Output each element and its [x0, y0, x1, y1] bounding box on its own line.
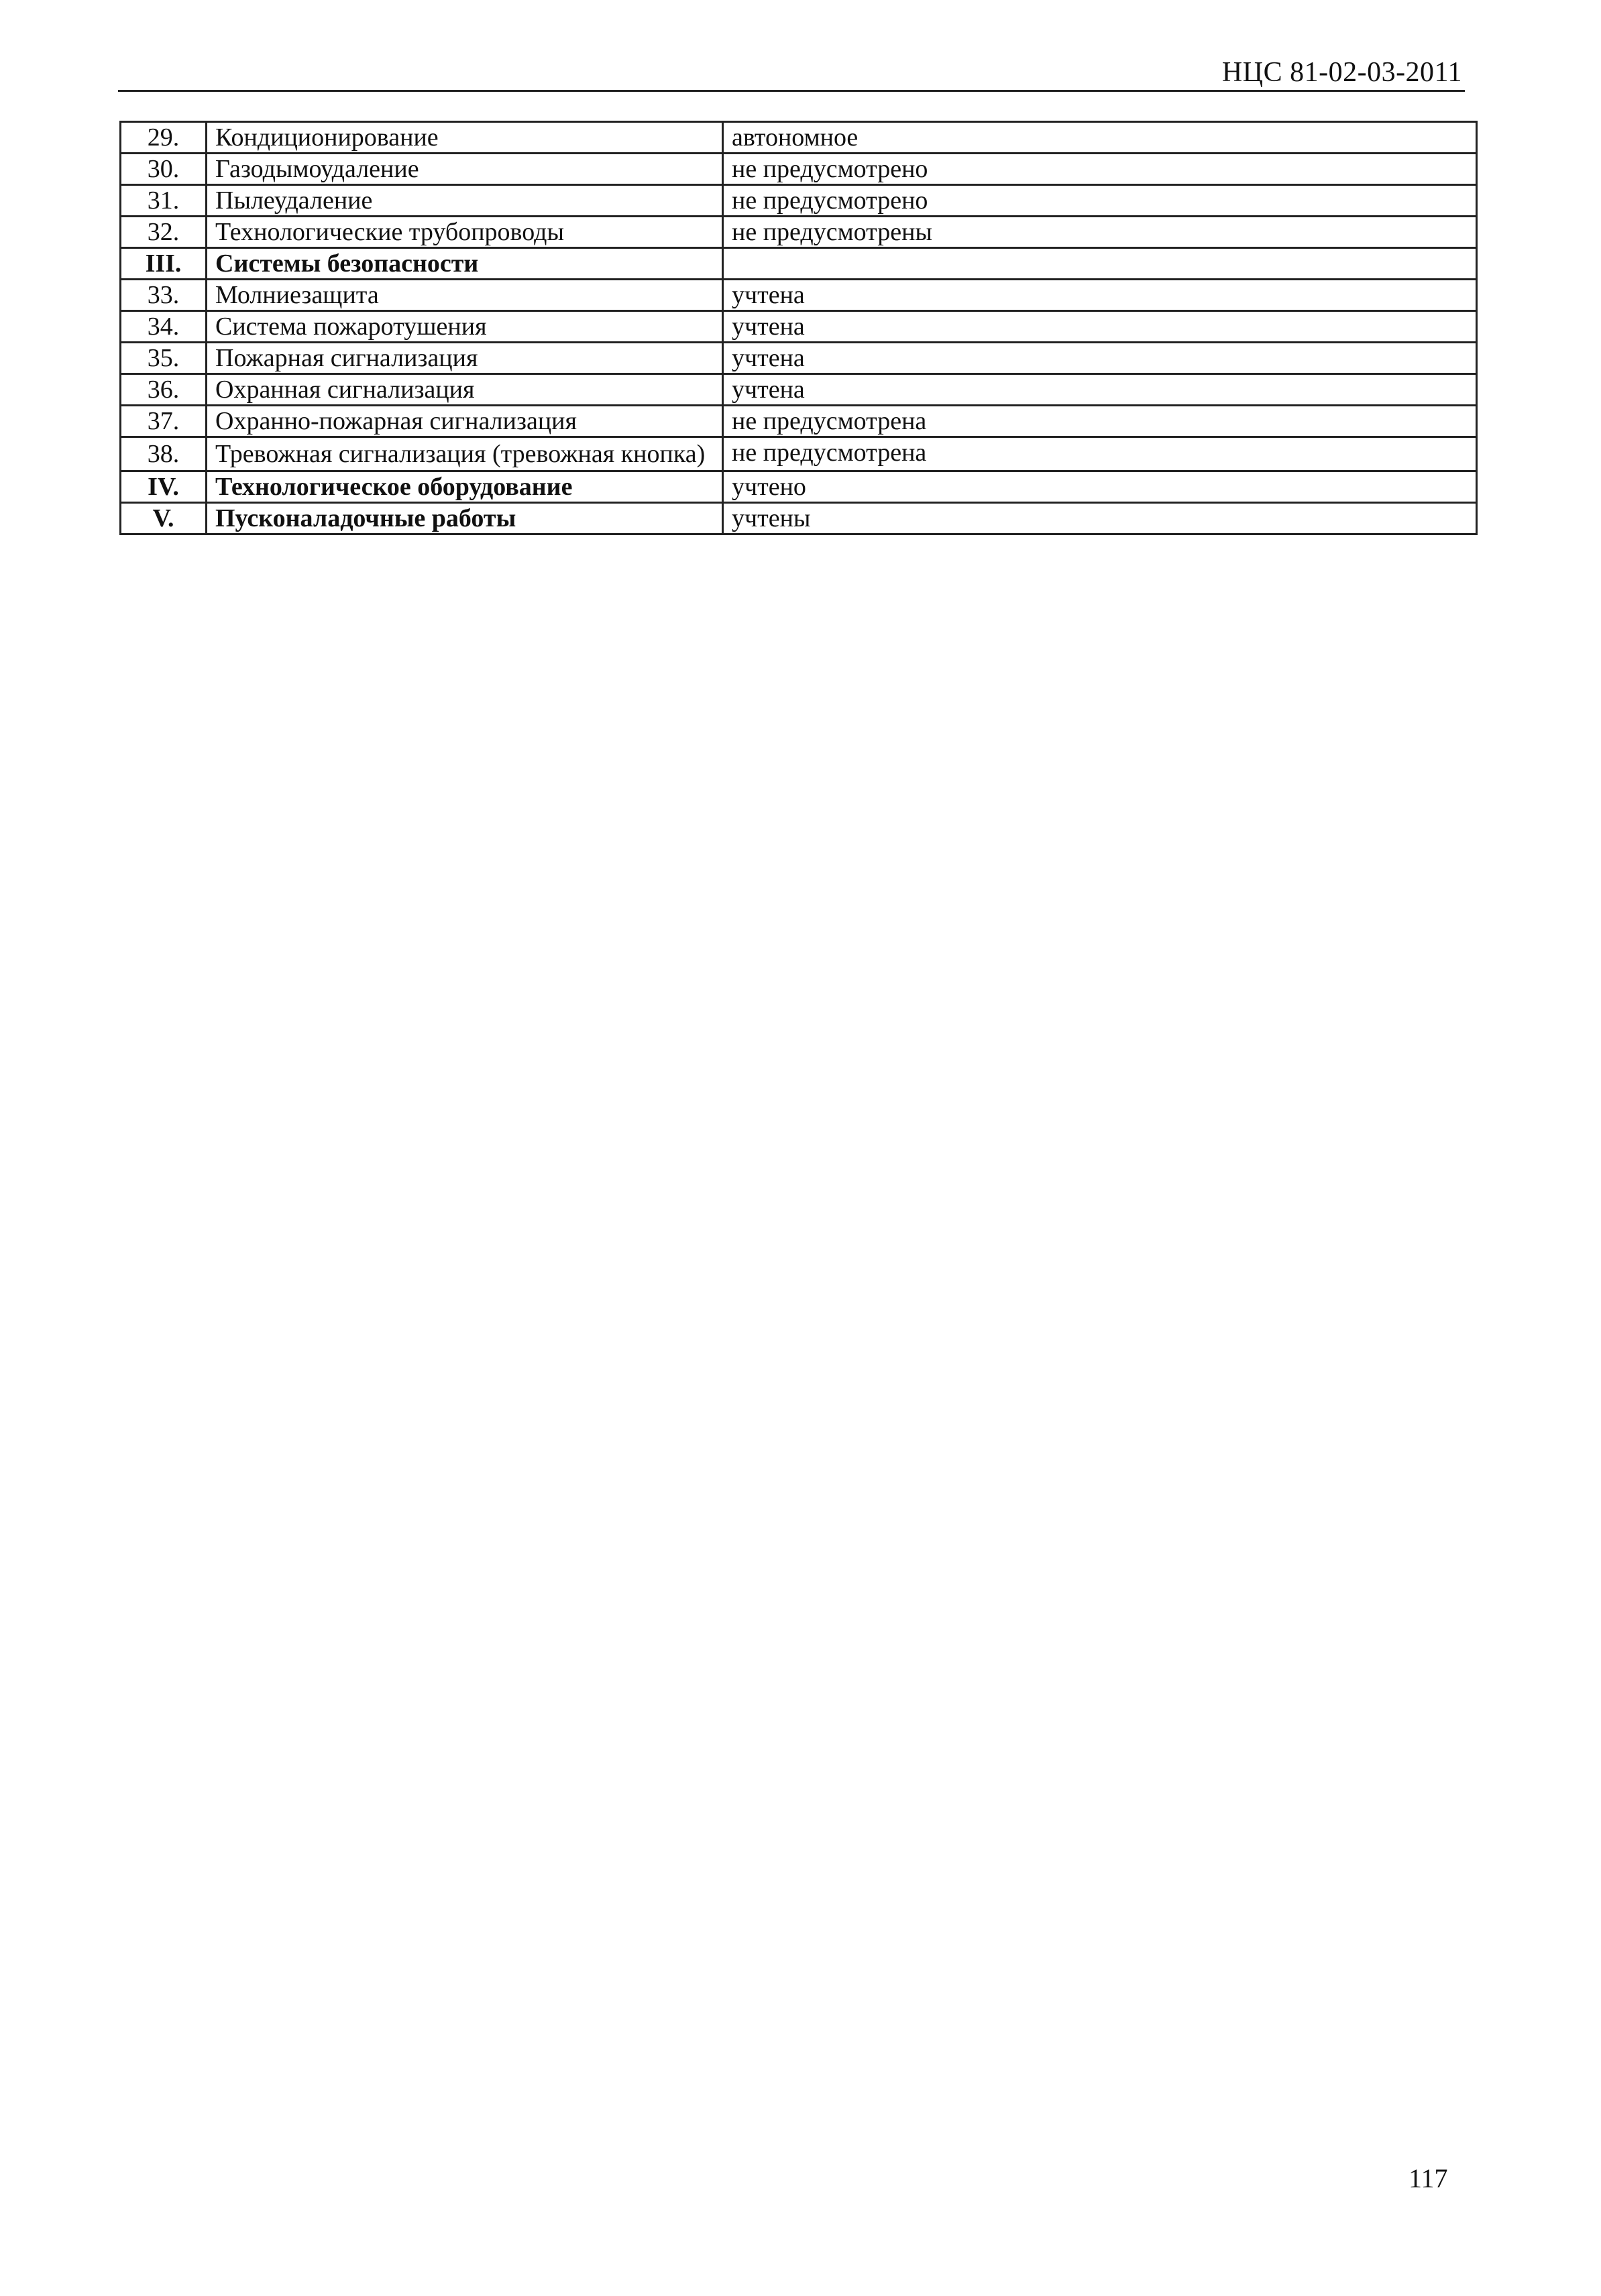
row-value: не предусмотрены — [723, 217, 1477, 248]
table-row — [121, 185, 1477, 217]
row-value: учтена — [723, 311, 1477, 343]
section-row-commissioning — [121, 503, 1477, 534]
row-name: Охранно-пожарная сигнализация — [207, 406, 723, 437]
section-number: V. — [121, 503, 207, 534]
row-number: 30. — [121, 154, 207, 185]
row-number: 33. — [121, 280, 207, 311]
row-number: 38. — [121, 437, 207, 471]
table-row — [121, 280, 1477, 311]
row-name: Газодымоудаление — [207, 154, 723, 185]
table-row — [121, 437, 1477, 471]
page-number: 117 — [1409, 2163, 1448, 2193]
row-value: автономное — [723, 122, 1477, 154]
specification-table — [119, 121, 1478, 535]
row-number: 37. — [121, 406, 207, 437]
row-name: Пожарная сигнализация — [207, 343, 723, 374]
section-title: Пусконаладочные работы — [207, 503, 723, 534]
section-title: Системы безопасности — [207, 248, 723, 280]
row-name: Система пожаротушения — [207, 311, 723, 343]
row-name: Кондиционирование — [207, 122, 723, 154]
document-code: НЦС 81-02-03-2011 — [1221, 57, 1462, 88]
section-value — [723, 248, 1477, 280]
table-row — [121, 217, 1477, 248]
row-value: не предусмотрена — [723, 406, 1477, 437]
section-title: Технологическое оборудование — [207, 471, 723, 503]
row-name: Технологические трубопроводы — [207, 217, 723, 248]
table-row — [121, 311, 1477, 343]
row-name: Пылеудаление — [207, 185, 723, 217]
section-value: учтено — [723, 471, 1477, 503]
row-number: 36. — [121, 374, 207, 406]
table-row — [121, 406, 1477, 437]
row-name: Тревожная сигнализация (тревожная кнопка) — [207, 437, 723, 471]
row-number: 29. — [121, 122, 207, 154]
table-row — [121, 343, 1477, 374]
row-number: 31. — [121, 185, 207, 217]
row-number: 32. — [121, 217, 207, 248]
header-rule — [118, 90, 1465, 92]
table-row — [121, 154, 1477, 185]
row-value: не предусмотрена — [723, 437, 1477, 471]
section-row-safety-systems — [121, 248, 1477, 280]
row-name: Охранная сигнализация — [207, 374, 723, 406]
row-number: 34. — [121, 311, 207, 343]
row-value: не предусмотрено — [723, 154, 1477, 185]
row-value: учтена — [723, 343, 1477, 374]
table-row — [121, 374, 1477, 406]
row-value: учтена — [723, 280, 1477, 311]
row-value: не предусмотрено — [723, 185, 1477, 217]
row-value: учтена — [723, 374, 1477, 406]
row-name: Молниезащита — [207, 280, 723, 311]
table-row — [121, 122, 1477, 154]
section-row-equipment — [121, 471, 1477, 503]
section-value: учтены — [723, 503, 1477, 534]
section-number: III. — [121, 248, 207, 280]
row-number: 35. — [121, 343, 207, 374]
section-number: IV. — [121, 471, 207, 503]
